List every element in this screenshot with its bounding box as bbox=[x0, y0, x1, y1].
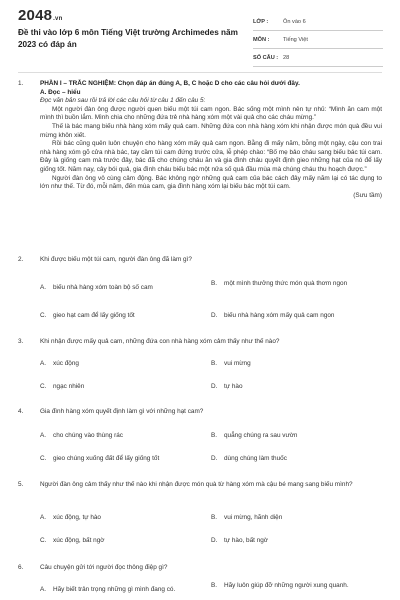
option-label: D. bbox=[211, 383, 218, 390]
meta-value: 28 bbox=[283, 54, 290, 61]
meta-row-count bbox=[253, 49, 383, 67]
site-logo[interactable] bbox=[18, 7, 62, 24]
option-text: quẳng chúng ra sau vườn bbox=[224, 432, 298, 439]
option-text: vui mừng, hãnh diện bbox=[224, 514, 283, 521]
option-text: biếu nhà hàng xóm toàn bộ số cam bbox=[53, 284, 153, 291]
option-label: D. bbox=[211, 312, 218, 319]
option-text: tự hào bbox=[224, 383, 243, 390]
option-label: B. bbox=[211, 432, 218, 439]
option-text: xúc động, bất ngờ bbox=[53, 537, 105, 544]
option-text: cho chúng vào thùng rác bbox=[53, 432, 123, 439]
question-number: 5. bbox=[18, 481, 24, 488]
option-b[interactable] bbox=[211, 514, 381, 523]
option-text: vui mừng bbox=[224, 360, 251, 367]
option-text: biếu nhà hàng xóm mấy quả cam ngon bbox=[224, 312, 335, 319]
option-a[interactable] bbox=[40, 514, 210, 523]
option-label: C. bbox=[40, 537, 47, 544]
meta-row-subject bbox=[253, 31, 383, 49]
passage-paragraph: Thế là bác mang biếu nhà hàng xóm mấy quả cam. Những đứa con nhà hàng xóm khi nhận được món quà đều vui mừng khôn xiết. bbox=[40, 122, 382, 139]
logo-main: 2048 bbox=[18, 7, 53, 24]
option-text: một mình thưởng thức món quà thơm ngon bbox=[224, 280, 348, 287]
header-divider bbox=[18, 72, 382, 73]
option-label: B. bbox=[211, 360, 218, 367]
question-stem: Câu chuyện gửi tới người đọc thông điệp gì? bbox=[40, 564, 168, 571]
option-label: B. bbox=[211, 582, 218, 589]
option-d[interactable] bbox=[211, 383, 381, 392]
question-stem: Khi được biếu một túi cam, người đàn ông đã làm gì? bbox=[40, 256, 192, 263]
option-b[interactable] bbox=[211, 432, 381, 441]
page-title: Đề thi vào lớp 6 môn Tiếng Việt trường Archimedes năm 2023 có đáp án bbox=[18, 28, 238, 49]
option-c[interactable] bbox=[40, 455, 210, 464]
option-d[interactable] bbox=[211, 312, 381, 321]
option-a[interactable] bbox=[40, 432, 210, 441]
question-stem: Người đàn ông cảm thấy như thế nào khi nhận được món quà từ hàng xóm mà cậu bé mang sang biếu mình? bbox=[40, 481, 353, 488]
option-c[interactable] bbox=[40, 312, 210, 321]
option-label: A. bbox=[40, 432, 47, 439]
option-label: A. bbox=[40, 284, 47, 291]
option-text: tự hào, bất ngờ bbox=[224, 537, 269, 544]
passage-paragraph: Rồi bác cũng quên luôn chuyện cho hàng xóm mấy quả cam ngon. Bằng đi mấy năm, bỗng một ngày, cậu con trai nhà hàng xóm gõ cửa nhà bác, tay cầm túi cam đứng trước cửa, lễ phép chào: “Bố mẹ bảo cháu sang biếu bác túi cam. Đây là giống cam mà trước đây, bác đã cho chúng cháu ăn và gia đình cháu quyết định gieo những hạt của nó để lấy giống tốt. Năm nay, cây bói quả, gia đình cháu biếu bác một nửa số quả đầu mùa mà chúng cháu thu hoạch được.” bbox=[40, 140, 382, 173]
question-number: 3. bbox=[18, 338, 24, 345]
option-label: D. bbox=[211, 537, 218, 544]
question-number: 4. bbox=[18, 408, 24, 415]
passage-paragraph: Một người đàn ông được người quen biếu một túi cam ngon. Bác sống một mình nên tự nhủ: “Mình ăn cam một mình thì buồn lắm. Mình chia cho những đứa trẻ nhà hàng xóm một vài quả cho các cháu mừng.” bbox=[40, 105, 382, 122]
part-title: PHẦN I – TRẮC NGHIỆM: Chọn đáp án đúng A, B, C hoặc D cho các câu hỏi dưới đây. bbox=[40, 80, 300, 87]
meta-table bbox=[253, 13, 383, 67]
option-d[interactable] bbox=[211, 537, 381, 546]
option-label: C. bbox=[40, 455, 47, 462]
option-label: C. bbox=[40, 383, 47, 390]
question-number: 2. bbox=[18, 256, 24, 263]
option-b[interactable] bbox=[211, 360, 381, 369]
option-text: xúc động bbox=[53, 360, 79, 367]
passage-source: (Sưu tầm) bbox=[353, 191, 382, 199]
option-b[interactable] bbox=[211, 582, 351, 591]
option-c[interactable] bbox=[40, 537, 210, 546]
option-label: A. bbox=[40, 360, 47, 367]
question-body bbox=[40, 80, 382, 200]
option-a[interactable] bbox=[40, 284, 210, 293]
option-c[interactable] bbox=[40, 383, 210, 392]
question-stem: Gia đình hàng xóm quyết định làm gì với những hạt cam? bbox=[40, 408, 204, 415]
option-label: C. bbox=[40, 312, 47, 319]
option-label: B. bbox=[211, 280, 218, 287]
option-a[interactable] bbox=[40, 360, 210, 369]
meta-value: Ôn vào 6 bbox=[283, 18, 306, 25]
question-number: 1. bbox=[18, 80, 24, 87]
option-text: Hãy luôn giúp đỡ những người xung quanh. bbox=[224, 582, 349, 589]
reading-instruction: Đọc văn bản sau rồi trả lời các câu hỏi từ câu 1 đến câu 5: bbox=[40, 97, 206, 105]
option-b[interactable] bbox=[211, 280, 351, 289]
logo-suffix: .vn bbox=[53, 16, 63, 22]
passage-paragraph: Người đàn ông vô cùng cảm động. Bác không ngờ những quả cam của bác cách đây mấy năm lại có tác dụng to lớn như thế. Từ đó, mỗi năm, đến mùa cam, gia đình hàng xóm lại biếu bác một túi cam. bbox=[40, 174, 382, 191]
option-d[interactable] bbox=[211, 455, 381, 464]
meta-key: LỚP : bbox=[253, 18, 269, 25]
option-label: A. bbox=[40, 586, 47, 593]
question-stem: Khi nhận được mấy quả cam, những đứa con nhà hàng xóm cảm thấy như thế nào? bbox=[40, 338, 280, 345]
question-number: 6. bbox=[18, 564, 24, 571]
option-text: dùng chúng làm thuốc bbox=[224, 455, 287, 462]
option-a[interactable] bbox=[40, 586, 210, 595]
option-label: B. bbox=[211, 514, 218, 521]
meta-value: Tiếng Việt bbox=[283, 36, 308, 43]
meta-row-class bbox=[253, 13, 383, 31]
meta-key: MÔN : bbox=[253, 36, 270, 43]
option-text: ngạc nhiên bbox=[53, 383, 85, 390]
option-text: gieo chúng xuống đất để lấy giống tốt bbox=[53, 455, 160, 462]
document-header bbox=[0, 0, 400, 66]
option-label: D. bbox=[211, 455, 218, 462]
option-text: Hãy biết trân trọng những gì mình đang có. bbox=[53, 586, 176, 593]
option-label: A. bbox=[40, 514, 47, 521]
meta-key: SỐ CÂU : bbox=[253, 54, 279, 61]
option-text: gieo hạt cam để lấy giống tốt bbox=[53, 312, 135, 319]
section-title: A. Đọc – hiểu bbox=[40, 88, 81, 96]
option-text: xúc động, tự hào bbox=[53, 514, 101, 521]
